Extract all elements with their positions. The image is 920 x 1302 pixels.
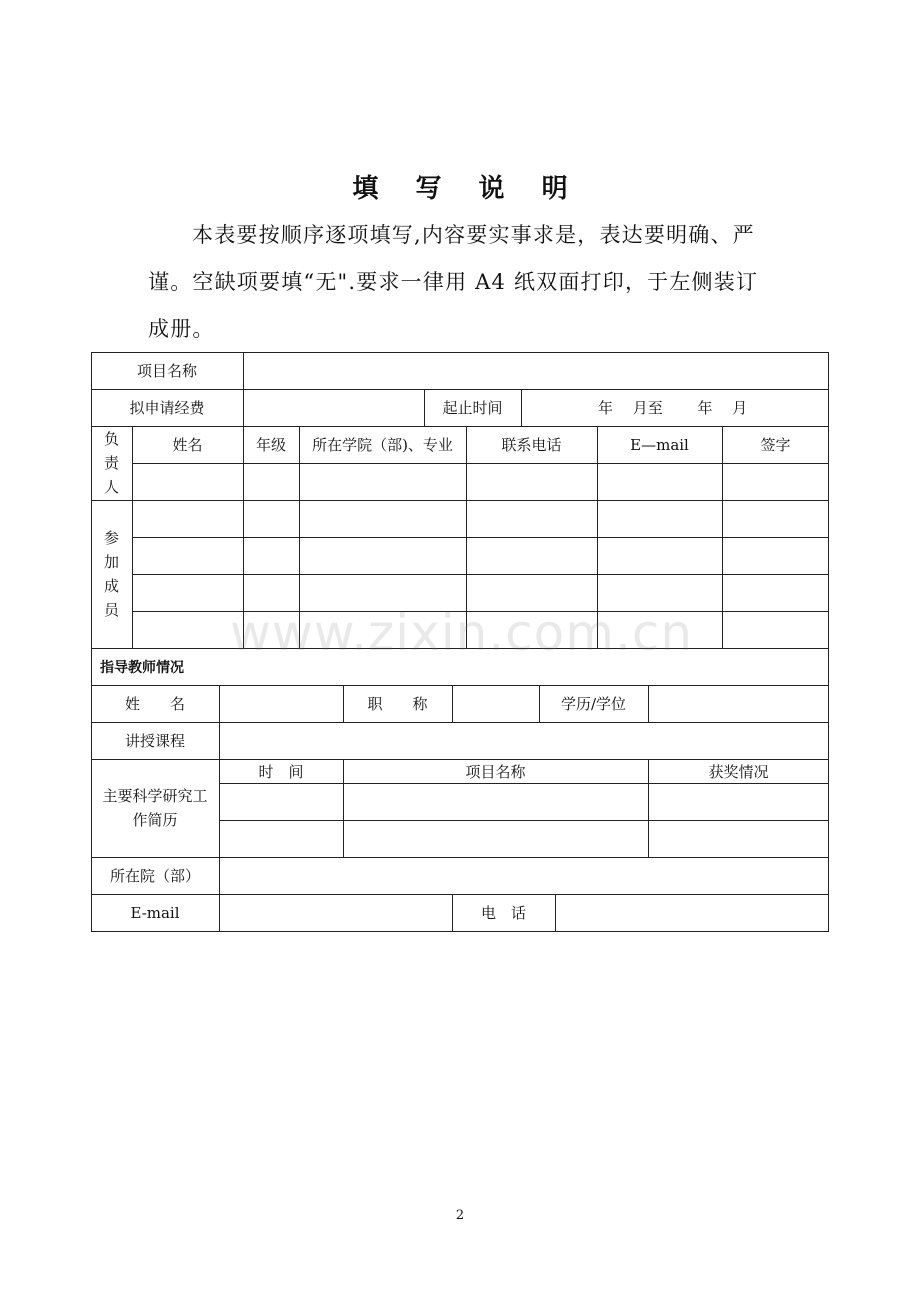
period-label: 起止时间: [442, 399, 503, 417]
advisor-section-heading: 指导教师情况: [100, 659, 184, 676]
member-row[interactable]: [132, 500, 829, 537]
funding-label: 拟申请经费: [129, 399, 205, 417]
research-time-header: 时 间: [258, 762, 304, 781]
instructions-body: 本表要按顺序逐项填写,内容要实事求是，表达要明确、严谨。空缺项要填“无".要求一律用 A4 纸双面打印，于左侧装订成册。: [148, 223, 759, 341]
project-name-label: 项目名称: [136, 362, 197, 380]
email-label: E-mail: [130, 903, 180, 922]
project-name-field[interactable]: [243, 352, 829, 389]
courses-field[interactable]: [219, 722, 829, 759]
members-group-label: 参 加 成 员: [103, 529, 119, 619]
research-project-header: 项目名称: [465, 762, 526, 781]
col-email-header: E—mail: [630, 435, 689, 454]
col-college-header: 所在学院（部)、专业: [312, 436, 453, 454]
instructions-title: 填 写 说 明: [352, 174, 582, 204]
advisor-degree-field[interactable]: [648, 685, 829, 722]
col-grade-header: 年级: [255, 436, 286, 454]
page-number: 2: [455, 1208, 465, 1223]
col-signature-header: 签字: [760, 436, 791, 454]
phone-field[interactable]: [555, 894, 829, 931]
col-phone-header: 联系电话: [501, 436, 562, 454]
courses-label: 讲授课程: [124, 732, 185, 750]
department-label: 所在院（部）: [109, 867, 200, 885]
member-row[interactable]: [132, 537, 829, 574]
advisor-name-field[interactable]: [219, 685, 343, 722]
advisor-degree-label: 学历/学位: [560, 695, 627, 713]
period-field[interactable]: 年 月至 年 月: [598, 399, 748, 417]
watermark: www.zixin.com.cn: [230, 604, 694, 662]
phone-label: 电 话: [480, 904, 526, 922]
funding-field[interactable]: [243, 389, 424, 426]
col-name-header: 姓名: [172, 436, 203, 454]
leader-row[interactable]: [132, 463, 829, 500]
research-row[interactable]: [219, 820, 829, 857]
leader-group-label: 负 责 人: [103, 430, 119, 496]
research-row[interactable]: [219, 783, 829, 820]
advisor-title-field[interactable]: [452, 685, 539, 722]
advisor-title-label: 职 称: [367, 695, 428, 713]
research-award-header: 获奖情况: [708, 762, 769, 781]
department-field[interactable]: [219, 857, 829, 894]
advisor-name-label: 姓 名: [124, 695, 185, 713]
research-label: 主要科学研究工作简历: [102, 787, 208, 829]
email-field[interactable]: [219, 894, 452, 931]
